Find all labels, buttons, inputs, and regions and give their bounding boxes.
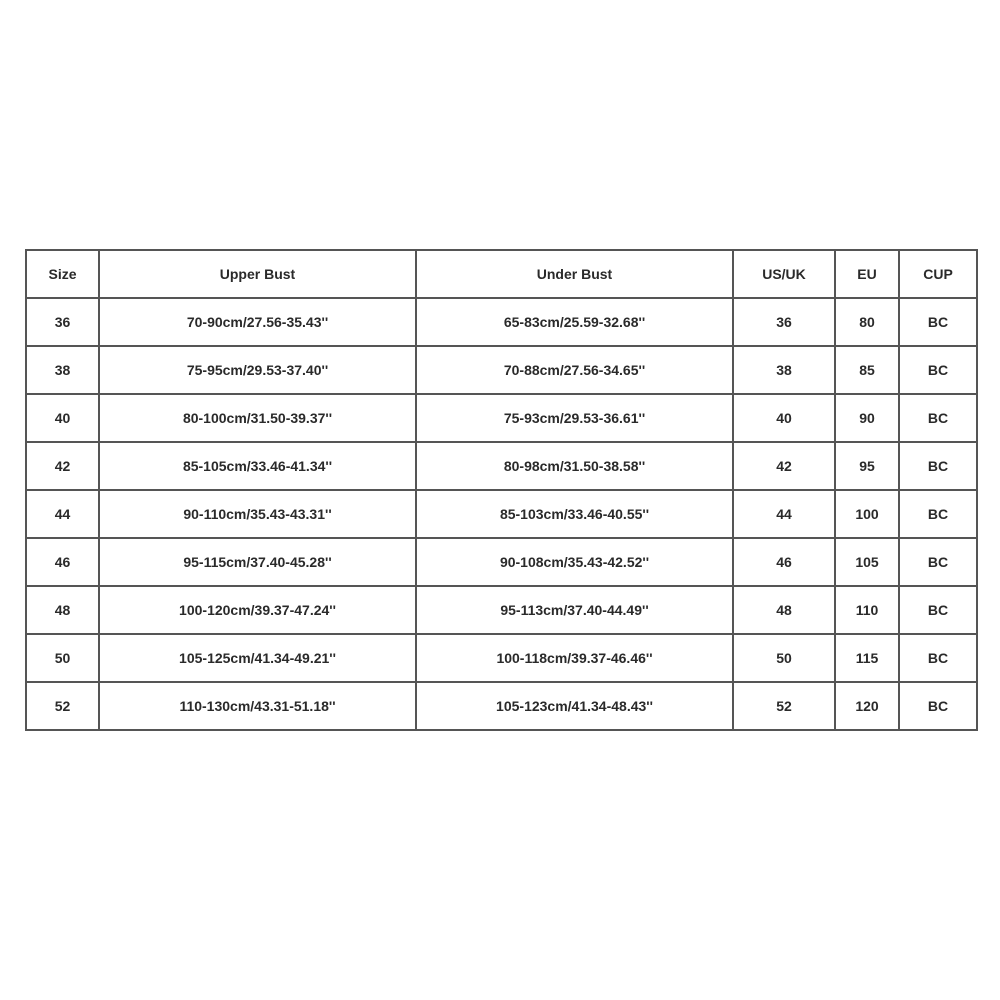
cell-cup: BC: [899, 298, 977, 346]
cell-upper-bust: 110-130cm/43.31-51.18'': [99, 682, 416, 730]
table-row: [26, 634, 977, 682]
header-under-bust: Under Bust: [416, 250, 733, 298]
cell-under-bust: 90-108cm/35.43-42.52'': [416, 538, 733, 586]
table-row: [26, 682, 977, 730]
cell-eu: 110: [835, 586, 899, 634]
header-us-uk: US/UK: [733, 250, 835, 298]
cell-us-uk: 36: [733, 298, 835, 346]
cell-us-uk: 50: [733, 634, 835, 682]
cell-us-uk: 38: [733, 346, 835, 394]
cell-under-bust: 65-83cm/25.59-32.68'': [416, 298, 733, 346]
cell-size: 36: [26, 298, 99, 346]
cell-eu: 90: [835, 394, 899, 442]
cell-upper-bust: 70-90cm/27.56-35.43'': [99, 298, 416, 346]
cell-cup: BC: [899, 394, 977, 442]
table-row: [26, 394, 977, 442]
cell-upper-bust: 90-110cm/35.43-43.31'': [99, 490, 416, 538]
cell-size: 42: [26, 442, 99, 490]
cell-size: 50: [26, 634, 99, 682]
cell-eu: 95: [835, 442, 899, 490]
header-size: Size: [26, 250, 99, 298]
header-upper-bust: Upper Bust: [99, 250, 416, 298]
cell-size: 48: [26, 586, 99, 634]
cell-size: 52: [26, 682, 99, 730]
table-row: [26, 298, 977, 346]
cell-us-uk: 48: [733, 586, 835, 634]
table-row: [26, 442, 977, 490]
size-chart-table: [25, 249, 978, 731]
header-row: [26, 250, 977, 298]
cell-size: 38: [26, 346, 99, 394]
cell-upper-bust: 95-115cm/37.40-45.28'': [99, 538, 416, 586]
table-row: [26, 490, 977, 538]
cell-under-bust: 95-113cm/37.40-44.49'': [416, 586, 733, 634]
cell-size: 40: [26, 394, 99, 442]
cell-cup: BC: [899, 634, 977, 682]
cell-eu: 80: [835, 298, 899, 346]
table-row: [26, 346, 977, 394]
cell-size: 46: [26, 538, 99, 586]
cell-upper-bust: 105-125cm/41.34-49.21'': [99, 634, 416, 682]
cell-us-uk: 46: [733, 538, 835, 586]
cell-under-bust: 100-118cm/39.37-46.46'': [416, 634, 733, 682]
cell-us-uk: 52: [733, 682, 835, 730]
table-row: [26, 586, 977, 634]
cell-eu: 115: [835, 634, 899, 682]
cell-eu: 105: [835, 538, 899, 586]
cell-cup: BC: [899, 586, 977, 634]
cell-eu: 120: [835, 682, 899, 730]
cell-under-bust: 75-93cm/29.53-36.61'': [416, 394, 733, 442]
cell-eu: 85: [835, 346, 899, 394]
cell-cup: BC: [899, 346, 977, 394]
cell-under-bust: 80-98cm/31.50-38.58'': [416, 442, 733, 490]
header-cup: CUP: [899, 250, 977, 298]
cell-under-bust: 105-123cm/41.34-48.43'': [416, 682, 733, 730]
cell-under-bust: 70-88cm/27.56-34.65'': [416, 346, 733, 394]
cell-size: 44: [26, 490, 99, 538]
cell-us-uk: 44: [733, 490, 835, 538]
cell-eu: 100: [835, 490, 899, 538]
cell-cup: BC: [899, 442, 977, 490]
cell-upper-bust: 85-105cm/33.46-41.34'': [99, 442, 416, 490]
cell-cup: BC: [899, 490, 977, 538]
cell-upper-bust: 75-95cm/29.53-37.40'': [99, 346, 416, 394]
cell-upper-bust: 80-100cm/31.50-39.37'': [99, 394, 416, 442]
header-eu: EU: [835, 250, 899, 298]
cell-under-bust: 85-103cm/33.46-40.55'': [416, 490, 733, 538]
cell-upper-bust: 100-120cm/39.37-47.24'': [99, 586, 416, 634]
cell-us-uk: 40: [733, 394, 835, 442]
cell-cup: BC: [899, 682, 977, 730]
table-row: [26, 538, 977, 586]
cell-cup: BC: [899, 538, 977, 586]
cell-us-uk: 42: [733, 442, 835, 490]
